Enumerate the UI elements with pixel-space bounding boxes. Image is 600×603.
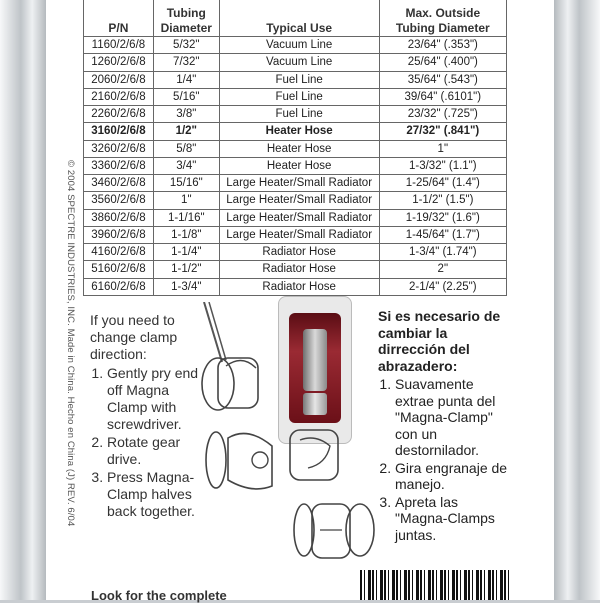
clamp-band bbox=[303, 329, 327, 391]
cell-pn: 3560/2/6/8 bbox=[84, 192, 154, 209]
cell-tubing-diameter: 5/8" bbox=[153, 140, 219, 157]
table-row bbox=[84, 54, 507, 71]
table-row bbox=[84, 157, 507, 174]
cell-pn: 3160/2/6/8 bbox=[84, 123, 154, 140]
cell-tubing-diameter: 1-3/4" bbox=[153, 278, 219, 295]
copyright-vertical bbox=[64, 160, 78, 580]
table-header-row bbox=[84, 0, 507, 37]
cell-typical-use: Fuel Line bbox=[219, 71, 379, 88]
cell-max-outside-diameter: 1-45/64" (1.7") bbox=[379, 226, 506, 243]
cell-tubing-diameter: 1-1/8" bbox=[153, 226, 219, 243]
cell-max-outside-diameter: 23/32" (.725") bbox=[379, 106, 506, 123]
cell-typical-use: Vacuum Line bbox=[219, 54, 379, 71]
step-es-2: 2. Gira engranaje de manejo. bbox=[395, 460, 513, 493]
cell-pn: 1160/2/6/8 bbox=[84, 37, 154, 54]
screwdriver-pry-illustration bbox=[196, 302, 268, 420]
cell-max-outside-diameter: 35/64" (.543") bbox=[379, 71, 506, 88]
table-row bbox=[84, 88, 507, 105]
cell-max-outside-diameter: 2-1/4" (2.25") bbox=[379, 278, 506, 295]
cell-pn: 2060/2/6/8 bbox=[84, 71, 154, 88]
instructions-heading-en: If you need to change clamp direction: bbox=[90, 312, 178, 362]
cell-max-outside-diameter: 2" bbox=[379, 261, 506, 278]
table-row bbox=[84, 106, 507, 123]
cell-typical-use: Fuel Line bbox=[219, 106, 379, 123]
cell-pn: 4160/2/6/8 bbox=[84, 244, 154, 261]
cell-tubing-diameter: 1-1/4" bbox=[153, 244, 219, 261]
table-row bbox=[84, 71, 507, 88]
table-row bbox=[84, 140, 507, 157]
cell-max-outside-diameter: 25/64" (.400") bbox=[379, 54, 506, 71]
cell-tubing-diameter: 5/32" bbox=[153, 37, 219, 54]
step-es-1: 1. Suavamente extrae punta del "Magna-Clamp" con un destornilador. bbox=[395, 376, 513, 459]
rotate-gear-illustration bbox=[200, 420, 350, 494]
table-row bbox=[84, 175, 507, 192]
step-en-2: 2. Rotate gear drive. bbox=[107, 434, 200, 468]
cell-typical-use: Heater Hose bbox=[219, 157, 379, 174]
table-row bbox=[84, 261, 507, 278]
cell-max-outside-diameter: 1-25/64" (1.4") bbox=[379, 175, 506, 192]
cell-typical-use: Large Heater/Small Radiator bbox=[219, 209, 379, 226]
cell-pn: 2160/2/6/8 bbox=[84, 88, 154, 105]
cell-tubing-diameter: 7/32" bbox=[153, 54, 219, 71]
cell-max-outside-diameter: 1-3/4" (1.74") bbox=[379, 244, 506, 261]
clamp-screw-housing bbox=[303, 393, 327, 415]
instructions-spanish bbox=[378, 308, 513, 544]
cell-pn: 5160/2/6/8 bbox=[84, 261, 154, 278]
table-row bbox=[84, 123, 507, 140]
cell-max-outside-diameter: 23/64" (.353") bbox=[379, 37, 506, 54]
cell-pn: 2260/2/6/8 bbox=[84, 106, 154, 123]
header-typical-use: Typical Use bbox=[219, 0, 379, 37]
cell-typical-use: Large Heater/Small Radiator bbox=[219, 192, 379, 209]
table-row bbox=[84, 37, 507, 54]
cell-pn: 3360/2/6/8 bbox=[84, 157, 154, 174]
steps-list-es bbox=[378, 376, 513, 543]
cell-pn: 3460/2/6/8 bbox=[84, 175, 154, 192]
cell-typical-use: Large Heater/Small Radiator bbox=[219, 226, 379, 243]
barcode bbox=[360, 570, 510, 600]
clamp-body bbox=[289, 313, 341, 423]
step-en-3: 3. Press Magna-Clamp halves back together. bbox=[107, 469, 200, 520]
press-halves-illustration bbox=[290, 496, 380, 566]
cell-max-outside-diameter: 1-3/32" (1.1") bbox=[379, 157, 506, 174]
cell-tubing-diameter: 1/4" bbox=[153, 71, 219, 88]
table-row bbox=[84, 226, 507, 243]
header-max-outside-diameter: Max. Outside Tubing Diameter bbox=[379, 0, 506, 37]
cell-tubing-diameter: 15/16" bbox=[153, 175, 219, 192]
cell-typical-use: Vacuum Line bbox=[219, 37, 379, 54]
catalog-reference-text: Look for the complete bbox=[91, 588, 227, 603]
cell-typical-use: Large Heater/Small Radiator bbox=[219, 175, 379, 192]
step-es-3: 3. Apreta las "Magna-Clamps juntas. bbox=[395, 494, 513, 544]
cell-pn: 3860/2/6/8 bbox=[84, 209, 154, 226]
cell-typical-use: Heater Hose bbox=[219, 140, 379, 157]
table-row bbox=[84, 209, 507, 226]
cell-max-outside-diameter: 27/32" (.841") bbox=[379, 123, 506, 140]
cell-pn: 6160/2/6/8 bbox=[84, 278, 154, 295]
cell-typical-use: Radiator Hose bbox=[219, 261, 379, 278]
copyright-text: © 2004 SPECTRE INDUSTRIES, INC. Made in China. Hecho en China (J) REV. 6/04 bbox=[65, 160, 76, 527]
steps-list-en bbox=[90, 365, 200, 520]
cell-tubing-diameter: 1/2" bbox=[153, 123, 219, 140]
cell-tubing-diameter: 1-1/16" bbox=[153, 209, 219, 226]
table-row bbox=[84, 244, 507, 261]
cell-max-outside-diameter: 39/64" (.6101") bbox=[379, 88, 506, 105]
step-en-1: 1. Gently pry end off Magna Clamp with screwdriver. bbox=[107, 365, 200, 433]
table-row bbox=[84, 278, 507, 295]
blister-pack-edge-right bbox=[554, 0, 600, 600]
blister-pack-edge-left bbox=[0, 0, 46, 600]
cell-tubing-diameter: 1-1/2" bbox=[153, 261, 219, 278]
cell-pn: 1260/2/6/8 bbox=[84, 54, 154, 71]
header-pn: P/N bbox=[84, 0, 154, 37]
cell-typical-use: Heater Hose bbox=[219, 123, 379, 140]
header-tubing-diameter: Tubing Diameter bbox=[153, 0, 219, 37]
cell-max-outside-diameter: 1" bbox=[379, 140, 506, 157]
cell-max-outside-diameter: 1-19/32" (1.6") bbox=[379, 209, 506, 226]
table-row bbox=[84, 192, 507, 209]
cell-typical-use: Radiator Hose bbox=[219, 278, 379, 295]
cell-pn: 3260/2/6/8 bbox=[84, 140, 154, 157]
cell-tubing-diameter: 5/16" bbox=[153, 88, 219, 105]
cell-tubing-diameter: 3/4" bbox=[153, 157, 219, 174]
cell-tubing-diameter: 1" bbox=[153, 192, 219, 209]
size-chart-table bbox=[83, 0, 507, 296]
instructions-english bbox=[90, 312, 200, 521]
instructions-heading-es: Si es necesario de cambiar la dirrección del abrazadero: bbox=[378, 308, 501, 374]
cell-typical-use: Fuel Line bbox=[219, 88, 379, 105]
cell-max-outside-diameter: 1-1/2" (1.5") bbox=[379, 192, 506, 209]
cell-pn: 3960/2/6/8 bbox=[84, 226, 154, 243]
cell-typical-use: Radiator Hose bbox=[219, 244, 379, 261]
cell-tubing-diameter: 3/8" bbox=[153, 106, 219, 123]
